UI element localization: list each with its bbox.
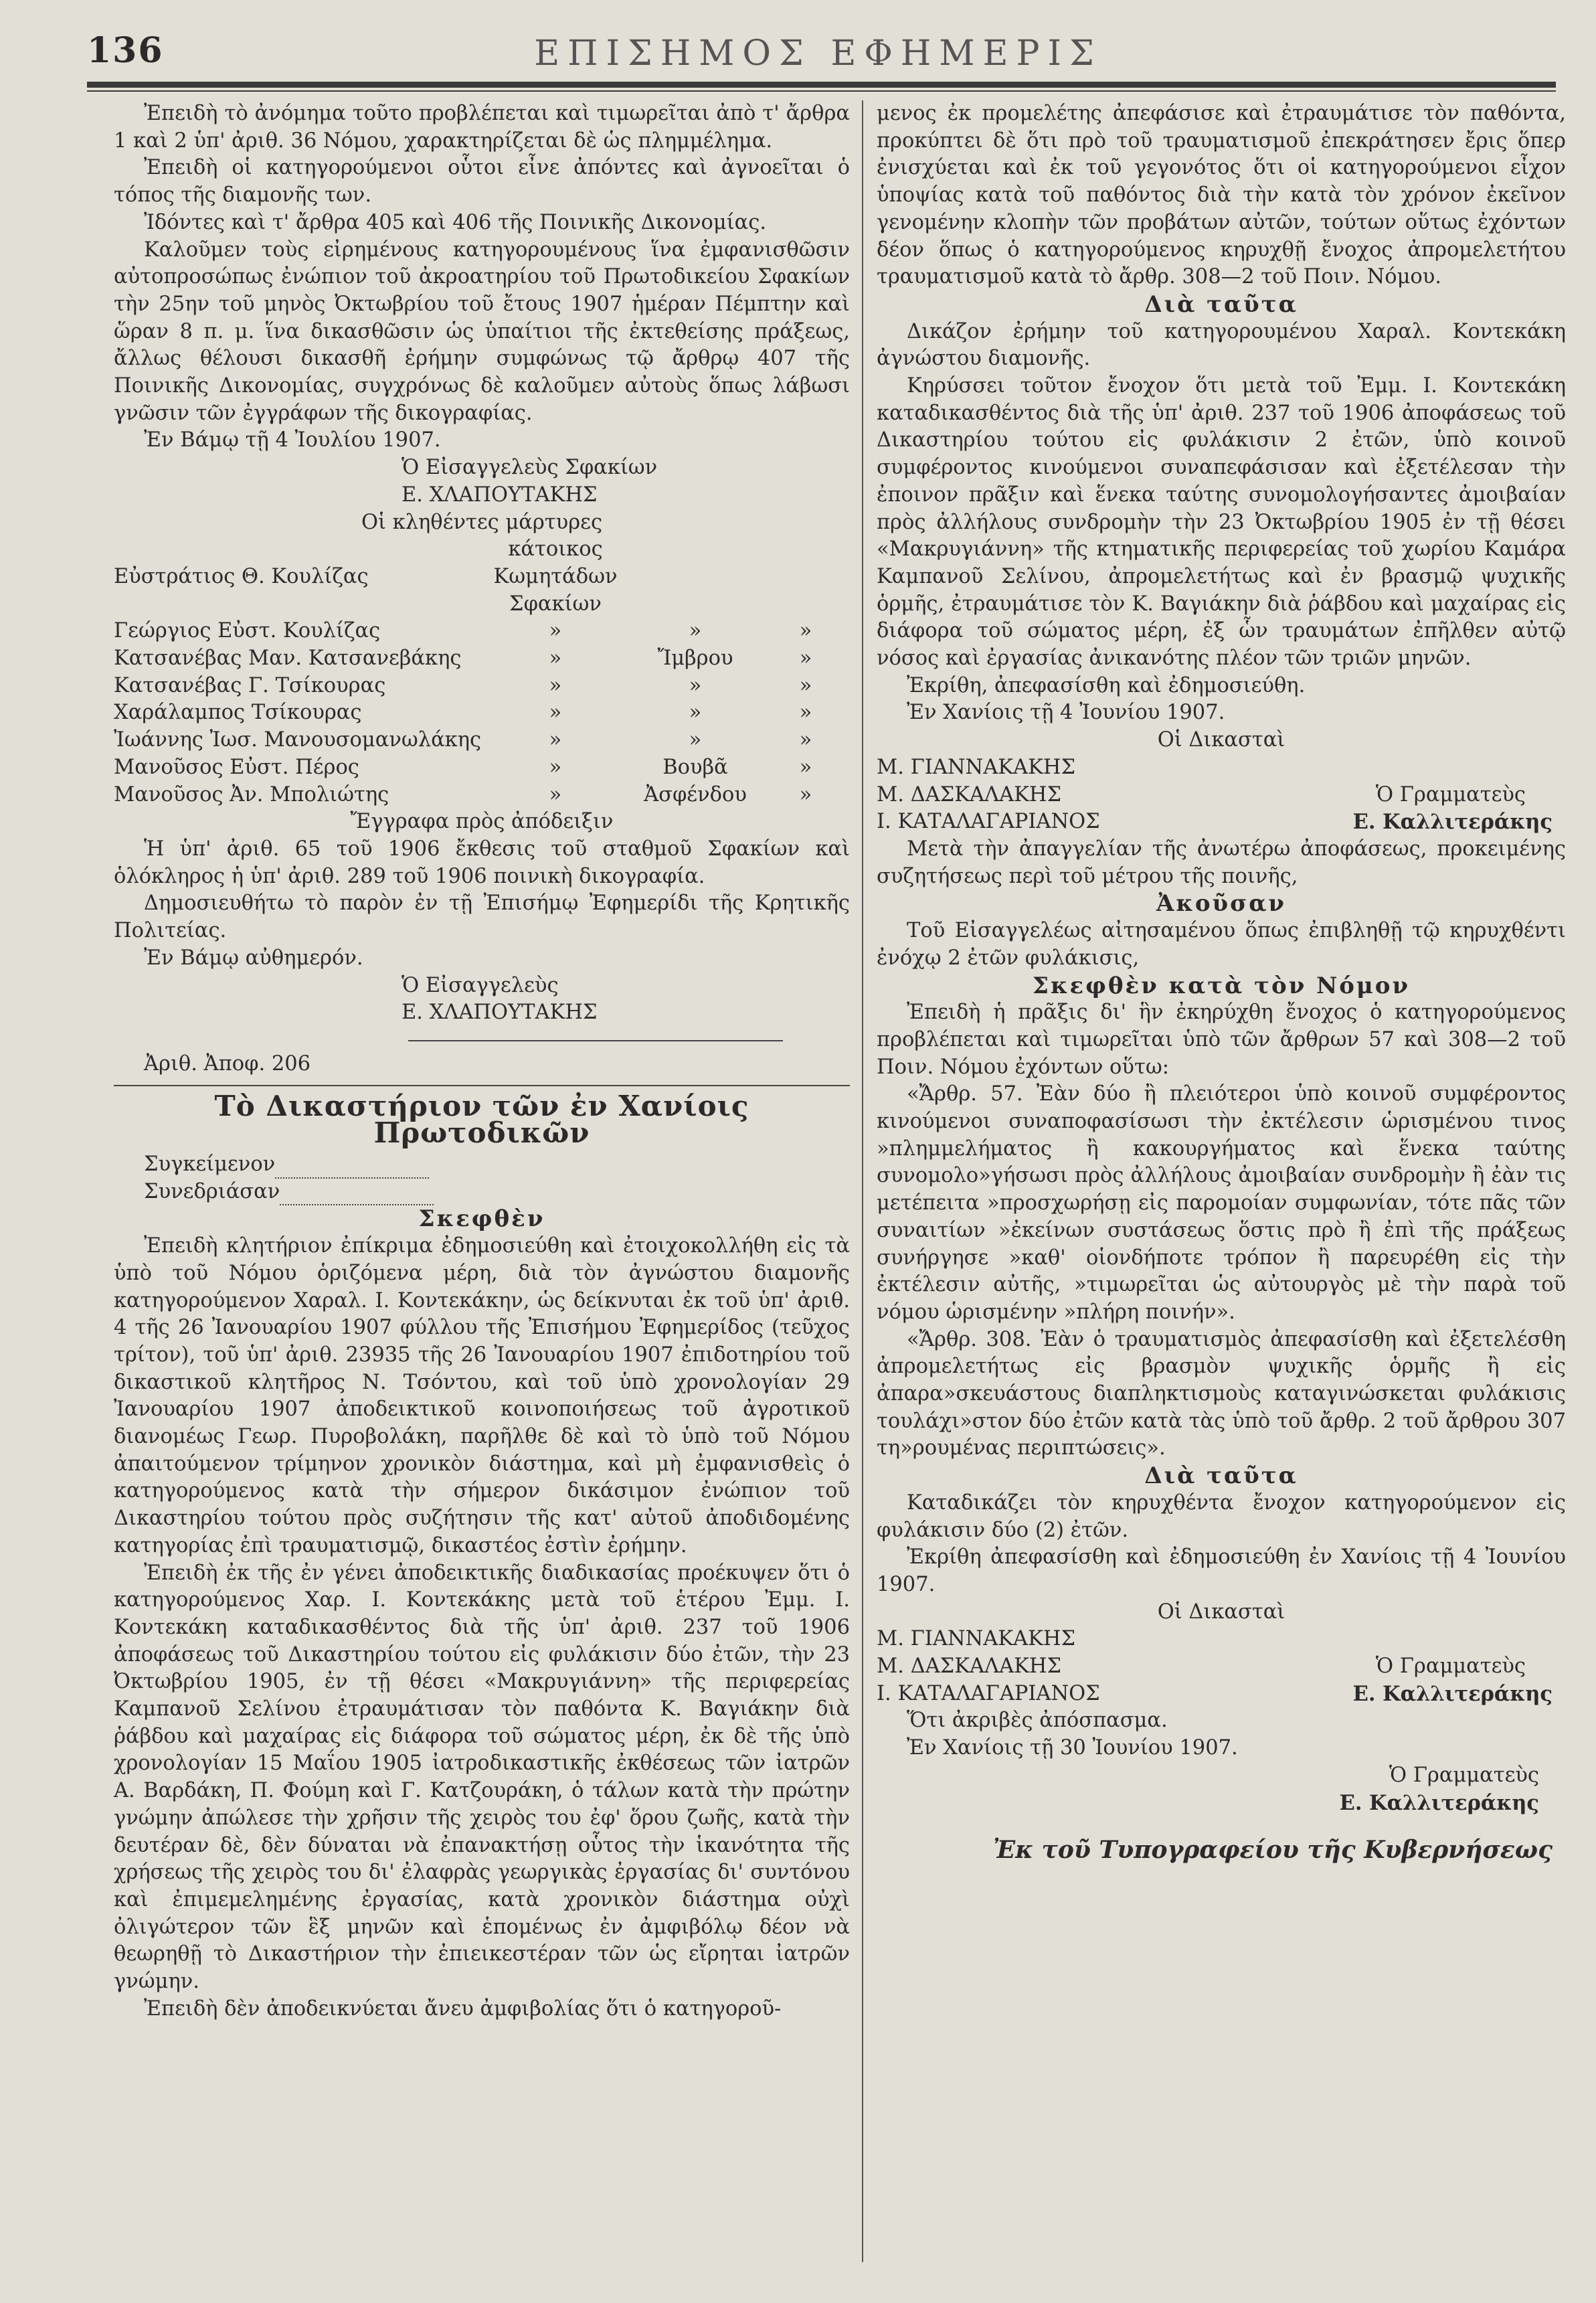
judges-heading: Οἱ Δικασταὶ [1157,1600,1285,1624]
witness-row [114,618,850,645]
witness-row [114,754,850,782]
paragraph: Μετὰ τὴν ἀπαγγελίαν τῆς ἀνωτέρω ἀποφάσεως, προκειμένης συζητήσεως περὶ τοῦ μέτρου τῆς ποινῆς, [877,837,1566,888]
witness-province: » [799,728,812,752]
secretary-title: Ὁ Γραμματεὺς [1389,1763,1539,1787]
witness-residence: » [549,728,562,752]
paragraph: Ἐπειδὴ τὸ ἀνόμημα τοῦτο προβλέπεται καὶ τιμωρεῖται ἀπὸ τ' ἄρθρα 1 καὶ 2 ὑπ' ἀριθ. 36 Νόμου, χαρακτηρίζεται δὲ ὡς πλημμέλημα. [114,102,850,153]
witness-residence: » [549,647,562,671]
secretary-name: Ε. Καλλιτεράκης [1352,810,1553,835]
secretary-title: Ὁ Γραμματεὺς [1375,782,1526,806]
witness-village: » [689,701,702,725]
witness-village: Ἴμβρου [657,647,733,671]
secretary-name: Ε. Καλλιτεράκης [1352,1681,1553,1706]
divider [114,1085,850,1086]
witness-row [114,536,850,618]
witness-province: » [799,755,812,779]
judge-name: Ι. ΚΑΤΑΛΑΓΑΡΙΑΝΟΣ [877,1681,1100,1705]
journal-title: ΕΠΙΣΗΜΟΣ ΕΦΗΜΕΡΙΣ [534,33,1102,74]
witness-name: Γεώργιος Εὐστ. Κουλίζας [114,619,381,643]
witness-province: » [799,701,812,725]
signature-row [877,1653,1566,1681]
witness-row [114,645,850,673]
secretary-title: Ὁ Γραμματεὺς [1375,1654,1526,1679]
witness-residence: κάτοικος Κωμητάδων Σφακίων [493,537,618,616]
witness-residence: » [549,782,562,806]
witness-residence: » [549,673,562,697]
court-title: Τὸ Δικαστήριον τῶν ἐν Χανίοις Πρωτοδικῶν [214,1089,749,1150]
judge-name: Μ. ΔΑΣΚΑΛΑΚΗΣ [877,1654,1062,1679]
witness-residence: » [549,755,562,779]
witness-province [762,536,850,618]
section-heading: Σκεφθὲν κατὰ τὸν Νόμον [1032,972,1411,999]
section-heading: Διὰ ταῦτα [1144,290,1298,318]
witness-residence: » [549,619,562,643]
witness-province: » [799,619,812,643]
witness-village [629,536,762,618]
left-column [114,100,850,2023]
law-quote: «Ἄρθρ. 308. Ἐὰν ὁ τραυματισμὸς ἀπεφασίσθη καὶ ἐξετελέσθη ἀπρομελετήτως εἰς βρασμὸν ψυχικῆς ὁρμῆς ἢ εἰς ἀπαρα»σκευάστους διαπληκτισμοὺς καταγινώσκεται φυλάκισις τουλάχι»στον δύο ἐτῶν κατὰ τὰς ὑπὸ τοῦ ἄρθρ. 2 τοῦ ἄρθρου 307 τη»ρουμένας περιπτώσεις». [877,1327,1566,1460]
witness-village: » [689,673,702,697]
prosecutor-name: Ε. ΧΛΑΠΟΥΤΑΚΗΣ [402,483,598,507]
place-date: Ἐν Βάμῳ τῇ 4 Ἰουλίου 1907. [144,428,441,452]
judge-name: Μ. ΓΙΑΝΝΑΚΑΚΗΣ [877,1627,1076,1651]
blank-line [280,1204,434,1205]
witness-name: Μανοῦσος Εὐστ. Πέρος [114,755,359,779]
section-heading: Διὰ ταῦτα [1144,1462,1298,1490]
paragraph: Ἐπειδὴ ἐκ τῆς ἐν γένει ἀποδεικτικῆς διαδικασίας προέκυψεν ὅτι ὁ κατηγορούμενος Χαρ. Ι. Κοντεκάκης μετὰ τοῦ ἑτέρου Ἐμμ. Ι. Κοντεκάκη καταδικασθέντος διὰ τῆς ὑπ' ἀριθ. 237 τοῦ 1906 ἀποφάσεως τοῦ Δικαστηρίου τούτου εἰς φυλάκισιν δύο ἐτῶν, τὴν 23 Ὀκτωβρίου 1905, ἐν τῇ θέσει «Μακρυγιάννη» τῆς περιφερείας Καμπανοῦ Σελίνου ἐτραυμάτισαν τὸν παθόντα Κ. Βαγιάκην διὰ ῥάβδου καὶ μαχαίρας εἰς διάφορα τοῦ σώματος μέρη, ἐκ δὲ τῆς ὑπὸ χρονολογίαν 15 Μαΐου 1905 ἰατροδικαστικῆς ἐκθέσεως τῶν ἰατρῶν Α. Βαρδάκη, Π. Φούμη καὶ Γ. Κατζουράκη, ὁ τάλων κατὰ τὴν πρώτην γνώμην ἀπώλεσε τὴν χρῆσιν τῆς χειρὸς του ἐφ' ὅρου ζωῆς, κατὰ τὴν δευτέραν δὲ, δὲν δύναται νὰ ἐπανακτήσῃ οὗτος τὴν ἱκανότητα τῆς χρήσεως τῆς χειρὸς του δι' ἐλαφρὰς γεωργικὰς ἐργασίας δι' συντόνου καὶ ἐπιμεμελημένης ἐργασίας, κατὰ χρονικὸν διάστημα οὐχὶ ὀλιγώτερον τῶν ἓξ μηνῶν καὶ ἑπομένως ἐν ἀμφιβόλῳ δέον νὰ θεωρηθῇ τὸ Δικαστήριον τὴν ἐπιεικεστέραν τῶν ὡς εἴρηται ἰατρῶν γνώμην. [114,1561,850,1994]
witness-village: Ἀσφένδου [644,782,747,806]
place-date: Ἐν Χανίοις τῇ 30 Ἰουνίου 1907. [907,1736,1238,1760]
paragraph: Ἐκρίθη ἀπεφασίσθη καὶ ἐδημοσιεύθη ἐν Χανίοις τῇ 4 Ἰουνίου 1907. [877,1545,1566,1596]
signature-row [877,808,1566,836]
judge-name: Μ. ΔΑΣΚΑΛΑΚΗΣ [877,782,1062,806]
paragraph: Κηρύσσει τοῦτον ἔνοχον ὅτι μετὰ τοῦ Ἐμμ. Ι. Κοντεκάκη καταδικασθέντος διὰ τῆς ὑπ' ἀριθ. 237 τοῦ 1906 ἀποφάσεως τοῦ Δικαστηρίου τούτου εἰς φυλάκισιν 2 ἐτῶν, ὑπὸ κοινοῦ συμφέροντος κινούμενοι συναπεφάσισαν καὶ ἐξετέλεσαν τὴν ἐποινον πρᾶξιν καὶ ἕνεκα ταύτης συνομολογήσαντες ἀμοιβαίαν πρὸς ἀλλήλους συνδρομὴν τὴν 23 Ὀκτωβρίου 1905 ἐν τῇ θέσει «Μακρυγιάννη» τῆς κτηματικῆς περιφερείας τοῦ χωρίου Καμάρα Καμπανοῦ Σελίνου, ἀπρομελετήτως καὶ ἐν βρασμῷ ψυχικῆς ὁρμῆς, ἐτραυμάτισε τὸν Κ. Βαγιάκην διὰ ῥάβδου καὶ μαχαίρας εἰς διάφορα τοῦ σώματος μέρη, ἐξ ὧν τραυμάτων ἐπῆλθεν αὐτῷ νόσος καὶ ἐργασίας ἀνικανότης πλέον τῶν τριῶν μηνῶν. [877,374,1566,671]
paragraph: Ἐπειδὴ οἱ κατηγορούμενοι οὗτοι εἶνε ἀπόντες καὶ ἀγνοεῖται ὁ τόπος τῆς διαμονῆς των. [114,156,850,207]
witness-row [114,699,850,727]
witness-name: Χαράλαμπος Τσίκουρας [114,701,362,725]
witness-name: Κατσανέβας Γ. Τσίκουρας [114,673,386,697]
printer-imprint: Ἐκ τοῦ Τυπογραφείου τῆς Κυβερνήσεως [993,1836,1553,1865]
place-date: Ἐν Χανίοις τῇ 4 Ἰουνίου 1907. [907,701,1225,725]
witness-province: » [799,673,812,697]
prosecutor-name: Ε. ΧΛΑΠΟΥΤΑΚΗΣ [402,1001,598,1025]
paragraph: Ἡ ὑπ' ἀριθ. 65 τοῦ 1906 ἔκθεσις τοῦ σταθμοῦ Σφακίων καὶ ὁλόκληρος ἡ ὑπ' ἀριθ. 289 τοῦ 1906 ποινικὴ δικογραφία. [114,837,850,888]
witness-table [114,536,850,808]
section-heading: Σκεφθὲν [418,1205,545,1233]
paragraph: Δικάζον ἐρήμην τοῦ κατηγορουμένου Χαραλ. Κοντεκάκη ἀγνώστου διαμονῆς. [877,319,1566,371]
witness-name: Μανοῦσος Ἀν. Μπολιώτης [114,782,389,806]
witness-row [114,727,850,754]
judge-name: Ι. ΚΑΤΑΛΑΓΑΡΙΑΝΟΣ [877,810,1100,834]
paragraph: μενος ἐκ προμελέτης ἀπεφάσισε καὶ ἐτραυμάτισε τὸν παθόντα, προκύπτει δὲ ὅτι πρὸ τοῦ τραυματισμοῦ ἐπεκράτησεν ἔρις ὅπερ ἐνισχύεται καὶ ἐκ τοῦ γεγονότος ὅτι οἱ κατηγορούμενοι εἶχον ὑποψίας κατὰ τοῦ παθόντος διὰ τὴν κατὰ τὸν χρόνον ἐκεῖνον γενομένην κλοπὴν τῶν προβάτων αὐτῶν, τούτων οὕτως ἐχόντων δέον ὅπως ὁ κατηγορούμενος κηρυχθῇ ἔνοχος ἀπρομελετήτου τραυματισμοῦ κατὰ τὸ ἄρθρ. 308—2 τοῦ Ποιν. Νόμου. [877,102,1566,289]
place-date: Ἐν Βάμῳ αὐθημερόν. [144,946,363,970]
judges-heading: Οἱ Δικασταὶ [1157,728,1285,752]
signature-row [877,782,1566,809]
divider [408,1040,783,1041]
paragraph: Ἐπειδὴ κλητήριον ἐπίκριμα ἐδημοσιεύθη καὶ ἐτοιχοκολλήθη εἰς τὰ ὑπὸ τοῦ Νόμου ὁριζόμενα μέρη, διὰ τὸν ἀγνώστου διαμονῆς κατηγορούμενον Χαραλ. Ι. Κοντεκάκην, ὡς δείκνυται ἐκ τοῦ ὑπ' ἀριθ. 4 τῆς 26 Ἰανουαρίου 1907 φύλλου τῆς Ἐπισήμου Ἐφημερίδος (τεῦχος τρίτον), τοῦ ὑπ' ἀριθ. 23935 τῆς 26 Ἰανουαρίου 1907 ἐπιδοτηρίου τοῦ δικαστικοῦ κλητῆρος Ν. Τσόντου, καὶ τοῦ ὑπὸ χρονολογίαν 29 Ἰανουαρίου 1907 ἀποδεικτικοῦ κοινοποιήσεως τοῦ ἀγροτικοῦ διανομέως Γεωρ. Πυροβολάκη, παρῆλθε δὲ καὶ τὸ ὑπὸ τοῦ Νόμου ἀπαιτούμενον τρίμηνον χρονικὸν διάστημα, καὶ μὴ ἐμφανισθεὶς ὁ κατηγορούμενος κατὰ τὴν σήμερον δικάσιμον ἐνώπιον τοῦ Δικαστηρίου τούτου πρὸς συζήτησιν τῆς κατ' αὐτοῦ ἀποδιδομένης κατηγορίας ἐπὶ τραυματισμῷ, δικαστέος ἐστὶν ἐρήμην. [114,1234,850,1557]
witness-village: Βουβᾶ [662,755,728,779]
prosecutor-title: Ὁ Εἰσαγγελεὺς Σφακίων [402,456,658,480]
paragraph: Δημοσιευθήτω τὸ παρὸν ἐν τῇ Ἐπισήμῳ Ἐφημερίδι τῆς Κρητικῆς Πολιτείας. [114,891,850,943]
witness-village: » [689,728,702,752]
paragraph: Καλοῦμεν τοὺς εἰρημένους κατηγορουμένους ἵνα ἐμφανισθῶσιν αὐτοπροσώπως ἐνώπιον τοῦ ἀκροατηρίου τοῦ Πρωτοδικείου Σφακίων τὴν 25ην τοῦ μηνὸς Ὀκτωβρίου τοῦ ἔτους 1907 ἡμέραν Πέμπτην καὶ ὥραν 8 π. μ. ἵνα δικασθῶσιν ὡς ὑπαίτιοι τῆς ἐκτεθείσης πράξεως, ἄλλως θέλουσι δικασθῆ ἐρήμην συμφώνως τῷ ἄρθρῳ 407 τῆς Ποινικῆς Δικονομίας, συγχρόνως δὲ καλοῦμεν αὐτοὺς ὅπως λάβωσι γνῶσιν τῶν ἐγγράφων τῆς δικογραφίας. [114,238,850,425]
section-heading: Ἀκοῦσαν [1156,890,1286,918]
composed-label [114,1151,850,1179]
secretary-name: Ε. Καλλιτεράκης [1339,1790,1539,1815]
witness-name: Εὐστράτιος Θ. Κουλίζας [114,564,369,588]
witness-name: Ἰωάννης Ἰωσ. Μανουσομανωλάκης [114,728,482,752]
paragraph: Ἐκρίθη, ἀπεφασίσθη καὶ ἐδημοσιεύθη. [907,673,1306,697]
composed-text: Συγκείμενον [144,1153,276,1177]
witness-province: » [799,647,812,671]
paragraph: Ἐπειδὴ δὲν ἀποδεικνύεται ἄνευ ἀμφιβολίας ὅτι ὁ κατηγοροῦ- [144,1996,782,2021]
judge-name: Μ. ΓΙΑΝΝΑΚΑΚΗΣ [877,755,1076,779]
prosecutor-title: Ὁ Εἰσαγγελεὺς [402,973,559,997]
witness-residence: » [549,701,562,725]
decision-number: Ἀριθ. Ἀποφ. 206 [144,1051,311,1076]
paragraph: Καταδικάζει τὸν κηρυχθέντα ἔνοχον κατηγορούμενον εἰς φυλάκισιν δύο (2) ἐτῶν. [877,1490,1566,1542]
paragraph: Ἰδόντες καὶ τ' ἄρθρα 405 καὶ 406 τῆς Ποινικῆς Δικονομίας. [144,210,767,234]
paragraph: Ἐπειδὴ ἡ πρᾶξις δι' ἣν ἐκηρύχθη ἔνοχος ὁ κατηγορούμενος προβλέπεται καὶ τιμωρεῖται ὑπὸ τῶν ἄρθρων 57 καὶ 308—2 τοῦ Ποιν. Νόμου ἐχόντων οὕτω: [877,1001,1566,1079]
header-rule [87,82,1556,92]
law-quote: «Ἄρθρ. 57. Ἐὰν δύο ἢ πλειότεροι ὑπὸ κοινοῦ συμφέροντος κινούμενοι συναποφασίσωσι τὴν ἐκτέλεσιν ὡρισμένου τινος »πλημμελήματος ἢ κακουργήματος καὶ ἕνεκα ταύτης συνομολο»γήσωσι πρὸς ἀλλήλους ἀμοιβαίαν συνδρομὴν ἢ ἐὰν τις μετέπειτα »προσχωρήσῃ εἰς παρομοίαν συμφωνίαν, τότε πᾶς τῶν συναιτίων »ἐκείνων συστάσεως ὅστις πρὸ ἢ ἐπὶ τῆς πράξεως συνήργησε »καθ' οἱονδήποτε τρόπον ἢ παρευρέθη εἰς τὴν ἐκτέλεσιν αὐτῆς, »τιμωρεῖται ὡς αὐτουργὸς μὲ τὴν παρὰ τοῦ νόμου ὡρισμένην »πλήρη ποινήν». [877,1082,1566,1324]
convened-label [114,1179,850,1206]
signature-row [877,1681,1566,1708]
page-header [87,27,1549,80]
column-divider [862,100,863,2262]
right-column [877,100,1566,1864]
evidence-heading: Ἔγγραφα πρὸς ἀπόδειξιν [350,810,614,834]
witnesses-heading: Οἱ κληθέντες μάρτυρες [361,510,603,534]
witness-province: » [799,782,812,806]
witness-name: Κατσανέβας Μαν. Κατσανεβάκης [114,647,462,671]
witness-row [114,782,850,809]
witness-row [114,673,850,700]
paragraph: Τοῦ Εἰσαγγελέως αἰτησαμένου ὅπως ἐπιβληθῇ τῷ κηρυχθέντι ἐνόχῳ 2 ἐτῶν φυλάκισις, [877,919,1566,970]
witness-village: » [689,619,702,643]
paragraph: Ὅτι ἀκριβὲς ἀπόσπασμα. [907,1709,1168,1733]
convened-text: Συνεδριάσαν [144,1179,280,1203]
page-number: 136 [87,30,164,71]
